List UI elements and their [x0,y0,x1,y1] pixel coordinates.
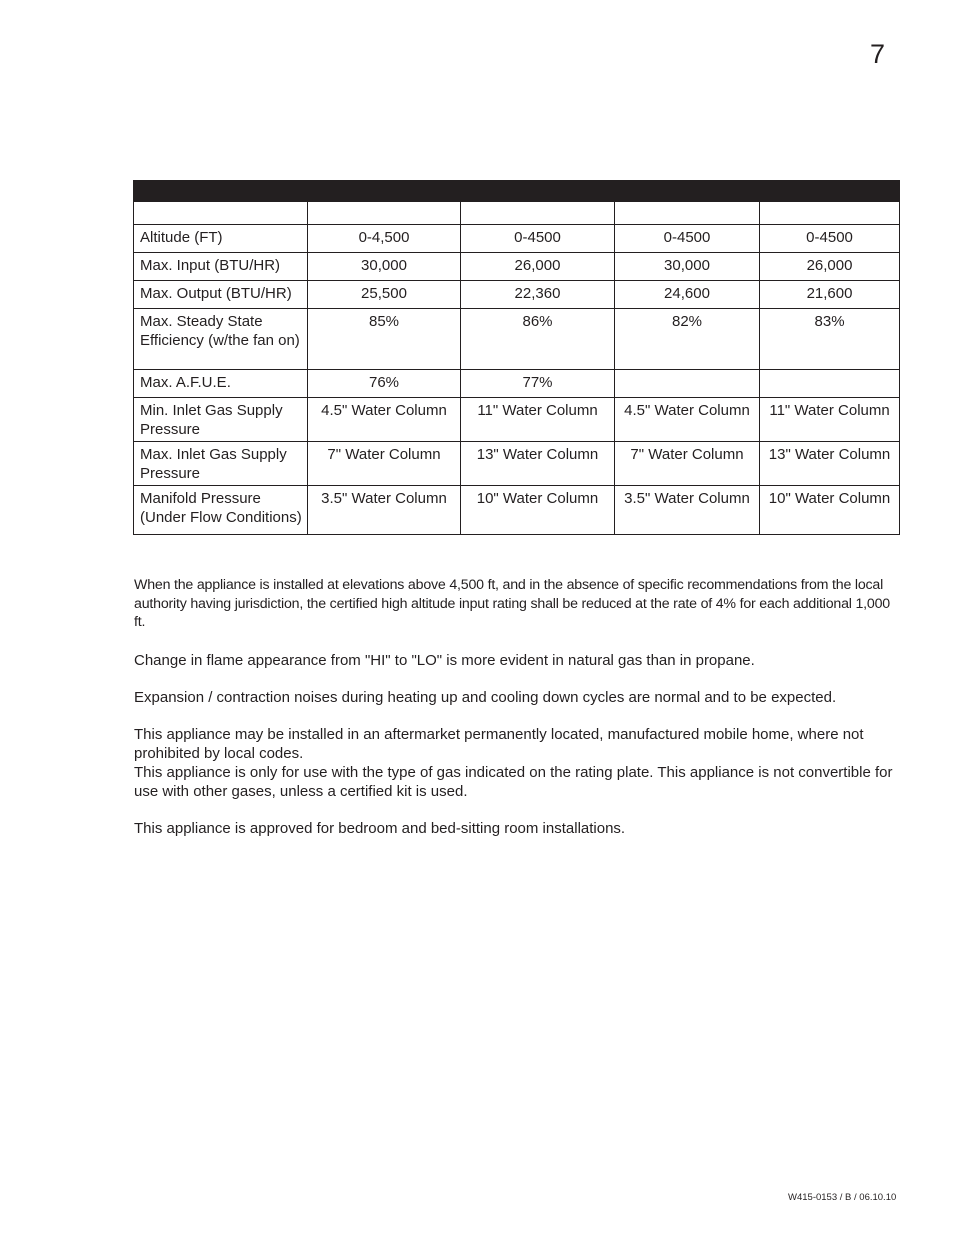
column-header-cell [308,202,461,225]
row-label: Max. Inlet Gas Supply Pressure [134,442,308,486]
row-value: 13" Water Column [760,442,900,486]
row-value: 85% [308,309,461,370]
flame-appearance-text: Change in flame appearance from "HI" to "LO" is more evident in natural gas than in propane. [134,652,755,669]
column-header-cell [461,202,615,225]
row-value: 3.5" Water Column [308,486,461,535]
row-label: Max. A.F.U.E. [134,370,308,398]
expansion-noise-note [134,688,904,707]
page-number: 7 [870,39,886,69]
row-value: 13" Water Column [461,442,615,486]
table-row [134,253,900,281]
row-value: 30,000 [615,253,760,281]
table-header-cell [134,181,900,202]
row-value [760,370,900,398]
row-label: Altitude (FT) [134,225,308,253]
row-value: 0-4500 [461,225,615,253]
column-header-cell [615,202,760,225]
mobile-home-text: This appliance may be installed in an aftermarket permanently located, manufactured mobile home, where not prohibited by local codes. [134,726,864,762]
row-value: 76% [308,370,461,398]
row-value: 10" Water Column [760,486,900,535]
bedroom-note [134,819,904,838]
row-label: Min. Inlet Gas Supply Pressure [134,398,308,442]
row-value: 26,000 [461,253,615,281]
row-value: 4.5" Water Column [308,398,461,442]
row-value: 11" Water Column [461,398,615,442]
row-value: 3.5" Water Column [615,486,760,535]
gas-type-note [134,763,904,801]
row-label: Max. Output (BTU/HR) [134,281,308,309]
mobile-home-note [134,725,904,763]
bedroom-text: This appliance is approved for bedroom and bed-sitting room installations. [134,820,626,837]
row-value: 82% [615,309,760,370]
row-value: 4.5" Water Column [615,398,760,442]
row-value: 0-4500 [760,225,900,253]
row-label: Max. Steady State Efficiency (w/the fan on) [134,309,308,370]
high-altitude-text: When the appliance is installed at elevations above 4,500 ft, and in the absence of specific recommendations from the local authority having jurisdiction, the certified high altitude input rating shall be reduced at the rate of 4% for each additional 1,000 ft. [134,577,890,630]
table-row [134,309,900,370]
row-value: 21,600 [760,281,900,309]
flame-appearance-note [134,651,904,670]
row-value: 22,360 [461,281,615,309]
row-value: 10" Water Column [461,486,615,535]
column-header-cell [760,202,900,225]
column-header-cell [134,202,308,225]
table-row [134,370,900,398]
row-label: Manifold Pressure (Under Flow Conditions) [134,486,308,535]
gas-type-text: This appliance is only for use with the type of gas indicated on the rating plate. This appliance is not convertible for use with other gases, unless a certified kit is used. [134,764,893,800]
expansion-noise-text: Expansion / contraction noises during heating up and cooling down cycles are normal and to be expected. [134,689,837,706]
document-code: W415-0153 / B / 06.10.10 [788,1192,897,1203]
row-value: 26,000 [760,253,900,281]
table-row [134,442,900,486]
row-value: 30,000 [308,253,461,281]
table-row [134,281,900,309]
row-value: 24,600 [615,281,760,309]
row-value [615,370,760,398]
row-value: 83% [760,309,900,370]
row-value: 25,500 [308,281,461,309]
row-value: 86% [461,309,615,370]
row-value: 7" Water Column [308,442,461,486]
table-row [134,225,900,253]
row-value: 77% [461,370,615,398]
specifications-table [133,180,900,535]
row-label: Max. Input (BTU/HR) [134,253,308,281]
row-value: 0-4,500 [308,225,461,253]
row-value: 11" Water Column [760,398,900,442]
row-value: 7" Water Column [615,442,760,486]
table-column-header-row [134,202,900,225]
high-altitude-note [134,576,904,632]
table-row [134,486,900,535]
table-row [134,398,900,442]
row-value: 0-4500 [615,225,760,253]
table-header-bar [134,181,900,202]
